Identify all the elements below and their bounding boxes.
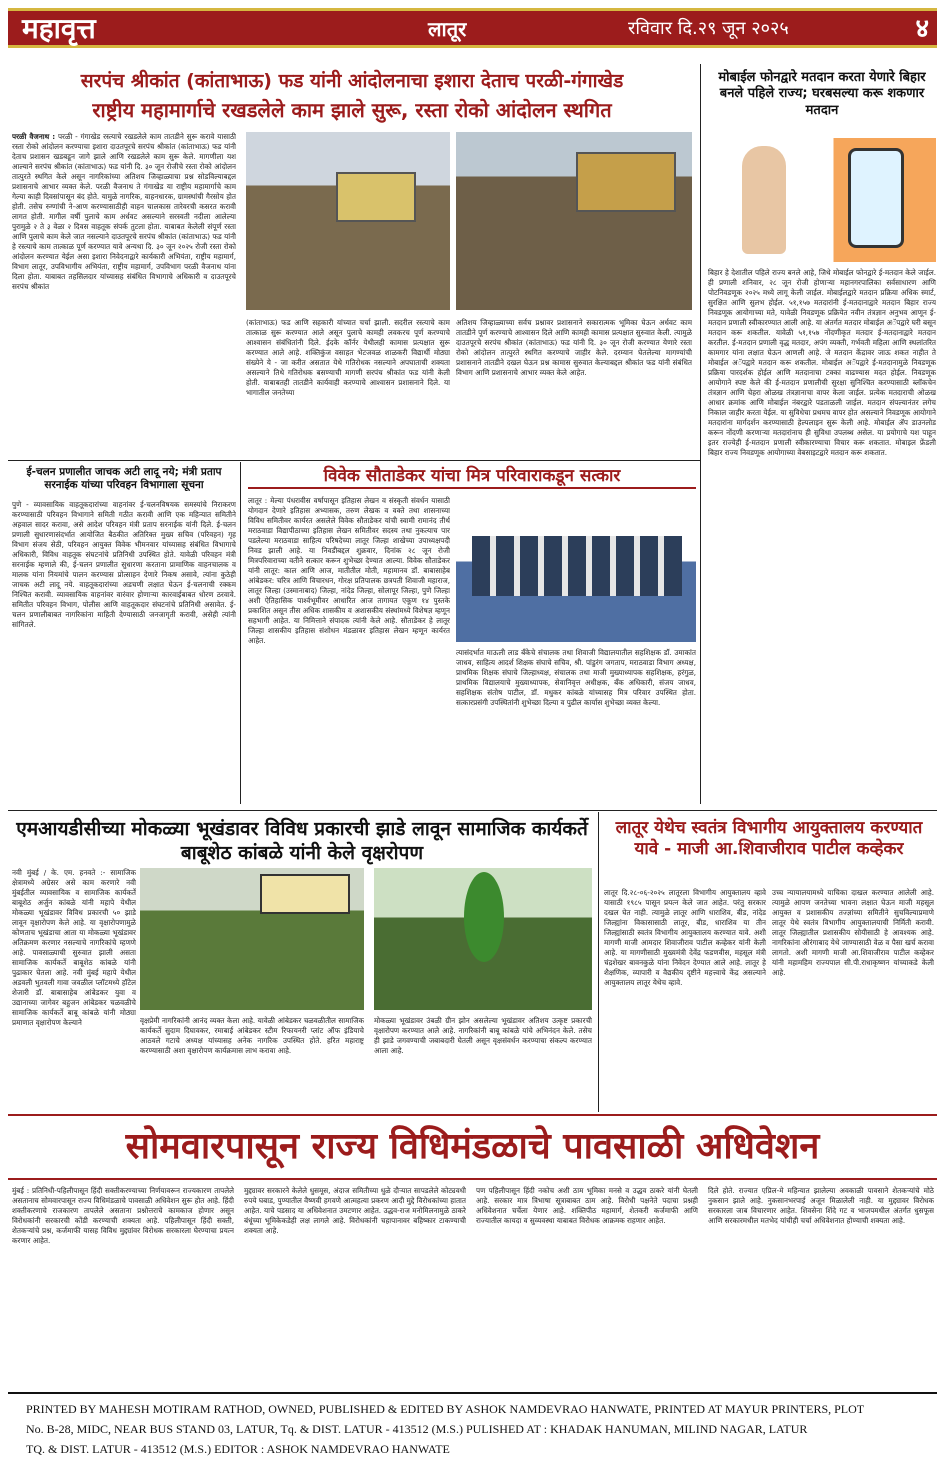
- story4-col2: त्यासंदर्भात माऊली लाड बँकेचे संचालक तथा शिवाजी विद्यालयातील सहशिक्षक डॉ. उमाकांत जाधव, साहित्य आदर्श शिक्षक संघाचे सचिव, श्री. पांडुरंग जगताप, मराठवाडा विभाग अध्यक्ष, प्राथमिक शिक्षक संघाचे जिल्हाध्यक्ष, संचालक तथा माजी मुख्याध्यापक सहशिक्षक, हरंगुळ, प्राथमिक विद्यालयाचे मुख्याध्यापक, सेवानिवृत्त अधीक्षक, बँक अधिकारी, संजय जाधव, सहशिक्षक संतोष पाटील, डॉ. मधुकर कांबळे यांच्यासह मित्र परिवार उपस्थित होता. सत्कारप्रसंगी उपस्थितांनी शुभेच्छा दिल्या व पुढील कार्यास शुभेच्छा व्यक्त केल्या.: [456, 648, 696, 707]
- imprint-line-1: PRINTED BY MAHESH MOTIRAM RATHOD, OWNED, PUBLISHED & EDITED BY ASHOK NAMDEVRAO HANWATE, PRINTED AT MAYUR PRINTERS, PLOT: [26, 1402, 865, 1416]
- story6-col2: उच्च न्यायालयामध्ये याचिका दाखल करण्यात आलेली आहे. त्यामुळे आपण जनतेच्या भावना लक्षात घेऊन माजी महसूल आयुक्त व प्रशासकीय तज्ज्ञांच्या समितीने सुचविल्याप्रमाणे लातूर येथे स्वतंत्र विभागीय आयुक्तालयाची निर्मिती करावी. लातूर जिल्ह्यातील प्रशासकीय सोयीसाठी हे आवश्यक आहे. नागरिकांना औरंगाबाद येथे जाण्यासाठी वेळ व पैसा खर्च करावा लागतो. अशी मागणी माजी आ.शिवाजीराव पाटील कव्हेकर यांनी महामहिम राज्यपाल सी.पी.राधाकृष्णन यांच्याकडे केली आहे.: [772, 888, 934, 977]
- page-number: ४: [915, 14, 929, 44]
- story1-col1-text: परळी - गंगाखेड रस्त्याचे रखडलेले काम तातडीने सुरू करावे यासाठी रस्ता रोको आंदोलन करण्याचा इशारा दाउतपूरचे सरपंच श्रीकांत (कांताभाऊ) फड यांनी देताच प्रशासन खडबडून जागे झाले आणि रखडलेले काम सुरू केले. मागणीला यश आल्याने सरपंच श्रीकांत (कांताभाऊ) फड यांनी दि. ३० जून रोजीचे रस्ता रोको आंदोलन तात्पुरते स्थगित केले असून नागरिकांच्या अतिशय जिव्हाळ्याचा प्रश्न सोडविल्याबद्दल प्रशासनाचे आभार व्यक्त केले. परळी वैजनाथ ते गंगाखेड या राष्ट्रीय महामार्गाचे काम गेल्या काही दिवसांपासून बंद होते. यामुळे नागरिक, वाहनधारक, ग्रामस्थांची गैरसोय होत होती. तसेच रुग्णांची ने-आण करण्यासाठीही वाहन चालकास तारेवरची कसरत करावी लागत होती. मागील वर्षी पुलाचे काम अर्धवट असल्याने सरस्वती नदीला आलेल्या पुरामुळे २ ते ३ वेळा २ दिवस वाहतूक संपर्क तुटला होता. याबाबत केलेली संपूर्ण रस्ता आणि पुलाचे काम केले जात नसल्याने दाउतपूरचे सरपंच श्रीकांत (कांताभाऊ) फड यांनी हे रस्त्याचे काम तात्काळ पूर्ण करण्यात यावे अन्यथा दि. ३० जून २०२५ रोजी रस्ता रोको आंदोलन करण्यात येईल असा इशारा निवेदनाद्वारे कार्यकारी अभियंता, राष्ट्रीय महामार्ग, विभाग लातूर, उपविभागीय अभियंता, राष्ट्रीय महामार्ग, उपविभाग परळी वैजनाथ यांना दिला होता. याबाबत तहसिलदार यांच्यासह संबंधित विभागाचे अधिकारी व दाउतपूरचे सरपंच श्रीकांत: [12, 132, 236, 291]
- story1-col1: [12, 132, 236, 452]
- story4-col1: लातूर : मेल्या पंधरावीस वर्षापासून इतिहास लेखन व संस्कृती संवर्धन यासाठी योगदान देणारे इतिहास अभ्यासक, तरुण लेखक व वक्ते तथा शासनाच्या विविध समितीवर कार्यरत असलेले विवेक सौताडेकर यांची स्वामी रामानंद तीर्थ मराठवाडा विद्यापीठाच्या इतिहास लेखन समितीवर सदस्य तथा नुकत्याच पार पडलेल्या मराठवाडा साहित्य परिषदेच्या लातूर जिल्हा शाखेच्या उपाध्यक्षपदी निवड झाली आहे. या निवडीबद्दल शुक्रवार, दिनांक २८ जून रोजी मित्रपरिवाराच्या वतीने सत्कार करून शुभेच्छा देण्यात आल्या. विवेक सौताडेकर यांनी लातूर: काल आणि आज, मातीतील मोती, महामानव डॉ. बाबासाहेब आंबेडकर: चरित्र आणि विचारधन, गोरक्ष प्रतिपालक छत्रपती शिवाजी महाराज, लातूर जिल्हा (उस्मानाबाद) जिल्हा, नांदेड जिल्हा, सोलापूर जिल्हा, पुणे जिल्हा अशी ऐतिहासिक पार्श्वभूमीवर आधारित आज तागायत एकूण १४ पुस्तके प्रकाशित असून तीस अधिक शासकीय व अशासकीय संस्थांमध्ये विशेषज्ञ म्हणून सहभागी आहेत. या निमित्ताने संपादक त्यांनी केले आहे. सौताडेकर हे लातूर जिल्हा शासकीय इतिहास संशोधन मंडळावर इतिहास लेखन म्हणून कार्यरत आहेत.: [248, 496, 450, 645]
- story1-photo-road: [246, 132, 450, 310]
- story3-headline: ई-चलन प्रणालीत जाचक अटी लादू नये; मंत्री प्रताप सरनाईक यांच्या परिवहन विभागाला सूचना: [26, 466, 222, 492]
- voting-finger-icon: [742, 146, 786, 254]
- imprint-line-2: No. B-28, MIDC, NEAR BUS STAND 03, LATUR, Tq. & DIST. LATUR - 413512 (M.S.) PULISHED AT : KHADAK HANUMAN, MILIND NAGAR, LATUR: [26, 1422, 808, 1436]
- story1-photo-stones: [456, 132, 692, 310]
- story5-headline: एमआयडीसीच्या मोकळ्या भूखंडावर विविध प्रकारची झाडे लावून सामाजिक कार्यकर्ते बाबूशेठ कांबळे यांनी केले वृक्षरोपण: [16, 818, 588, 864]
- masthead: [8, 8, 937, 48]
- dumper-truck-icon: [336, 172, 416, 222]
- story6-col1: लातूर दि.२८-०६-२०२५ लातूरला विभागीय आयुक्तालय व्हावे यासाठी १९८५ पासून प्रयत्न केले जात आहेत. परंतु सरकार दखल घेत नाही. त्यामुळे लातूर आणि धाराशिव, बीड, नांदेड जिल्ह्यांना विकासासाठी लातूर, बीड, धाराशिव या तीन जिल्ह्यांसाठी स्वतंत्र विभागीय आयुक्तालय करण्यात यावे. अशी मागणी माजी आमदार शिवाजीराव पाटील कव्हेकर यांनी केली आहे. या मागणीसाठी मुख्यमंत्री देवेंद्र फडणवीस, महसूल मंत्री चंद्रशेखर बावनकुळे यांना निवेदन देण्यात आले आहे. लातूर हे शैक्षणिक, व्यापारी व वैद्यकीय दृष्टीने महत्त्वाचे केंद्र असल्याने आयुक्तालय लातूर येथेच व्हावे.: [604, 888, 766, 987]
- story5-col3: मोकळ्या भूखंडावर उंबळी ग्रीन झोन असलेल्या भूखंडावर अतिशय उत्कृष्ट प्रकारची वृक्षारोपण करण्यात आले आहे. नागरिकांनी बाबू कांबळे यांचे अभिनंदन केले. तसेच ही झाडे जगवण्याची जबाबदारी घेतली असून वृक्षसंवर्धन करण्याचा संकल्प करण्यात आला आहे.: [374, 1016, 592, 1055]
- story4-photo-felicitation: [456, 496, 696, 642]
- edition-date: रविवार दि.२९ जून २०२५: [628, 18, 789, 39]
- story2-body: बिहार हे देशातील पहिले राज्य बनले आहे, जिथे मोबाईल फोनद्वारे ई-मतदान केले जाईल. ही प्रणाली शनिवार, २८ जून रोजी होणाऱ्या महानगरपालिका सर्वसाधारण आणि पोटनिवडणूक २०२५ मध्ये लागू केली जाईल. मोबाईलद्वारे मतदान प्रक्रिया अधिक स्मार्ट, सुरक्षित आणि सुलभ होईल. ५१,१५७ मतदारांनी ई-मतदानाद्वारे मतदान बिहार राज्य निवडणूक आयोगाच्या मते, यावेळी निवडणूक प्रक्रियेत नवीन तंत्रज्ञान अनुभव आणून ई-मतदान प्रणाली स्वीकारण्यात आली आहे. या अंतर्गत मतदार मोबाईल अॅपद्वारे घरी बसून मतदान करू शकतील. यावेळी ५१,१५७ नोंदणीकृत मतदार ई-मतदानाद्वारे मतदान करतील. ई-मतदान प्रणाली वृद्ध मतदार, अपंग व्यक्ती, गर्भवती महिला आणि स्थलांतरित कामगार यांना लक्षात घेऊन आणली आहे. जे मतदान केंद्रावर जाऊ शकत नाहीत ते मोबाईल अॅपद्वारे मतदान करू शकतील. मोबाईल अॅपद्वारे ई-मतदानामुळे निवडणूक प्रक्रिया पारदर्शक होईल आणि मतदानाचा टक्का वाढण्यास मदत होईल. निवडणूक आयोगाने स्पष्ट केले की ई-मतदान प्रणालीची सुरक्षा सुनिश्चित करण्यासाठी ब्लॉकचेन तंत्रज्ञान आणि चेहरा ओळख तंत्रज्ञानाचा वापर केला जाईल. प्रत्येक मतदाराची ओळख आधार क्रमांक आणि मोबाईल नंबरद्वारे पडताळली जाईल. मतदान संपल्यानंतर लगेच निकाल जाहीर करता येईल. या सुविधेचा प्रथमच वापर होत असल्याने निवडणूक आयोगाने मतदारांना मार्गदर्शन करण्यासाठी हेल्पलाइन सुरू केली आहे. मोबाईल ॲप डाउनलोड करून नोंदणी करणाऱ्या मतदारांनाच ही सुविधा उपलब्ध असेल. या प्रयोगाचे यश पाहून इतर राज्येही ई-मतदान प्रणाली स्वीकारण्याचा विचार करू शकतात. मोबाइल फ्रेंडली बिहार राज्य निवडणूक आयोगाच्या वेबसाइटद्वारे मतदान करू शकतात.: [708, 268, 936, 457]
- group-people-icon: [472, 536, 682, 596]
- story5-col2: वृक्षप्रेमी नागरिकांनी आनंद व्यक्त केला आहे. यावेळी आंबेडकर चळवळीतील सामाजिक कार्यकर्ते सुदाम दिघावकर, रमाबाई आंबेडकर स्टीम रिफायनरी प्लांट ऑफ इंडियाचे आठवले गटाचे अध्यक्ष यांच्यासह अनेक नागरिक उपस्थित होते. हरित महाराष्ट्र करण्यासाठी अशा वृक्षारोपण कार्यक्रमास लाभ करावा आहे.: [140, 1016, 364, 1055]
- story5-photo-plantation-1: [140, 868, 364, 1010]
- story7-headline: सोमवारपासून राज्य विधिमंडळाचे पावसाळी अधिवेशन: [125, 1126, 820, 1167]
- newspaper-title: महावृत्त: [22, 12, 96, 45]
- column-divider: [700, 64, 701, 804]
- story1-headline-2: राष्ट्रीय महामार्गाचे रखडलेले काम झाले सुरू, रस्ता रोको आंदोलन स्थगित: [92, 98, 612, 122]
- story6-headline: लातूर येथेच स्वतंत्र विभागीय आयुक्तालय करण्यात यावे - माजी आ.शिवाजीराव पाटील कव्हेकर: [615, 818, 923, 860]
- story7-col4: दिले होते. राज्यात एप्रिल-मे महिन्यात झालेल्या अवकाळी पावसाने शेतकऱ्यांचे मोठे नुकसान झाले आहे. नुकसानभरपाई अजून मिळालेली नाही. या मुद्द्यावर विरोधक सरकारला जाब विचारणार आहेत. शिवसेना शिंदे गट व भाजपमधील अंतर्गत धुसफूस आणि सरकारमधील मतभेद यांचीही चर्चा अधिवेशनात होण्याची शक्यता आहे.: [708, 1186, 934, 1225]
- column-divider: [240, 462, 241, 804]
- imprint-line-3: TQ. & DIST. LATUR - 413512 (M.S.) EDITOR : ASHOK NAMDEVRAO HANWATE: [26, 1442, 450, 1456]
- story1-col3: अतिशय जिव्हाळ्याच्या सर्वच प्रश्नावर प्रशासनाने सकारात्मक भूमिका घेऊन अर्धवट काम तातडीने पूर्ण करण्याचे आश्वासन दिले आणि कामही कामास प्रत्यक्षात सुरुवात केली. त्यामुळे दाउतपूरचे सरपंच श्रीकांत (कांताभाऊ) फड यांनी दि. ३० जून रोजी करण्यात येणारे रस्ता रोको आंदोलन तात्पुरते स्थगित करण्याचे जाहीर केले. दरम्यान घेतलेल्या मागण्यांची प्रशासनाने तातडीने दखल घेऊन प्रश्न कामास सुरुवात केल्याबद्दल श्रीकांत फड यांनी संबंधित विभाग आणि प्रशासनाचे आभार व्यक्त केले आहेत.: [456, 318, 692, 377]
- sapling-icon: [464, 872, 504, 962]
- story2-headline: मोबाईल फोनद्वारे मतदान करता येणारे बिहार बनले पहिले राज्य; घरबसल्या करू शकणार मतदान: [718, 70, 926, 118]
- edition-city: लातूर: [428, 17, 467, 41]
- story2-photo-evoting: [708, 138, 936, 262]
- truck-icon: [576, 152, 676, 212]
- story7-col2: मुद्द्यावर सरकारने केलेले धुसमूस, अंदाज समितीच्या धुळे दौऱ्यात सापडलेले कोट्यवधी रुपये घबाड, पुण्यातील वैष्णवी हगवणे आत्महत्या प्रकरण आदी मुद्दे विरोधकांच्या हातात आहेत. याचे पडसाद या अधिवेशनात उमटणार आहेत. उद्धव-राज मनोमिलनामुळे ठाकरे बंधूंच्या भूमिकेकडेही लक्ष लागले आहे. विरोधकांनी चहापानावर बहिष्कार टाकण्याची शक्यता आहे.: [244, 1186, 466, 1235]
- story1-dateline: परळी वैजनाथ :: [12, 132, 56, 141]
- imprint-footer: [8, 1392, 937, 1478]
- story7-col3: पण पहिलीपासून हिंदी नकोच अशी ठाम भूमिका मनसे व उद्धव ठाकरे यांनी घेतली आहे. सरकार मात्र त्रिभाषा सूत्राबाबत ठाम आहे. विरोधी पक्षनेते पदाचा प्रश्नही अधिवेशनात चर्चेला येणार आहे. शक्तिपीठ महामार्ग, शेतकरी कर्जमाफी आणि राज्यातील कायदा व सुव्यवस्था याबाबत विरोधक आक्रमक राहणार आहेत.: [476, 1186, 698, 1225]
- story3-body: पुणे - व्यावसायिक वाहतूकदारांच्या वाहनांवर ई-चलनविषयक समस्यांचे निराकरण करण्यासाठी परिवहन विभागाने समिती गठीत करावी आणि एक महिन्यात समितीने अहवाल सादर करावा, असे आदेश परिवहन मंत्री प्रताप सरनाईक यांनी दिले. ई-चलन प्रणाली सुधारणासंदर्भात आयोजित बैठकीत अतिरिक्त मुख्य सचिव (परिवहन) गृह विभाग संजय सेठी, परिवहन आयुक्त विवेक भीमनवार यांच्यासह संबंधित विभागाचे अधिकारी, विविध वाहतूक संघटनांचे प्रतिनिधी उपस्थित होते. यावेळी परिवहन मंत्री सरनाईक म्हणाले की, ई-चलन प्रणालीत सुधारणा करताना प्रामाणिक वाहनचालक व मालक यांना नियमांचे पालन करण्यास प्रोत्साहन देणारे निकष असावे, त्यांना कुठेही जाचक अटी लादू नये. वाहतूकदारांच्या अडचणी लक्षात घेऊन ई-चलनाची रक्कम निश्चित करावी. व्यावसायिक वाहनांवर वारंवार होणाऱ्या कारवाईबाबत धोरण ठरवावे. समितीत परिवहन विभाग, पोलीस आणि वाहतूकदार संघटनांचे प्रतिनिधी असावेत. ई-चलन प्रणालीबाबत नागरिकांना माहिती देण्यासाठी जनजागृती करावी, असेही त्यांनी सांगितले.: [12, 500, 236, 629]
- mobile-phone-icon: [848, 148, 904, 248]
- column-divider: [598, 812, 599, 1112]
- section-divider: [8, 810, 937, 811]
- story5-photo-plantation-2: [374, 868, 592, 1010]
- story5-col1: नवी मुंबई / के. एम. हनवते :- सामाजिक क्षेत्रामध्ये अग्रेसर असे काम करणारे नवी मुंबईतील व्यावसायिक व सामाजिक कार्यकर्ते बाबूशेठ अर्जुन कांबळे यांनी महापे येथील मोकळ्या भूखंडावर विविध प्रकारची ५० झाडे लावून वृक्षारोपण केले आहे. या वृक्षारोपणामुळे कोणताच भूखंडाचा आता या मोकळ्या भूखंडावर अतिक्रमण करणार नसल्याचे नागरिकांचे म्हणणे आहे. पावसाळ्याची सुरुवात झाली असता सामाजिक कार्यकर्ते बाबूशेठ कांबळे यांनी पुढाकार घेतला आहे. नवी मुंबई महापे येथील अडवली भुतवली गावा जवळील प्लॉटमध्ये हॉटेल शेजारी डॉ. बाबासाहेब आंबेडकर युवा व उद्यानाच्या जागेवर बहुजन आंबेडकर चळवळीचे सामाजिक कार्यकर्ते बाबू कांबळे यांनी मोठ्या प्रमाणात वृक्षारोपण केल्याने: [12, 868, 136, 1027]
- story1-col2: (कांताभाऊ) फड आणि सहकारी यांच्यात चर्चा झाली. सदरील रस्त्याचे काम तात्काळ सुरू करण्यात आले असून पुलाचे कामही लवकरच पूर्ण करण्याचे आश्वासन संबंधितांनी दिले. ईदके कॉर्नर येथीलही कामास प्रत्यक्षात सुरू करण्यात आले आहे. शक्तिकुंज वसाहत भेटजवळ शाळकरी विद्यार्थी मोठ्या संख्येने ये - जा करीत असतात येथे गतिरोधक नसल्याने अपघाताची शक्यता असल्याने तिथे गतिरोधक बसण्याची मागणी सरपंच श्रीकांत फड यांनी केली होती. याबाबतही तातडीने कार्यवाही करण्याचे आश्वासन प्रशासनाने दिले. या भागातील जनतेच्या: [246, 318, 450, 397]
- signboard-icon: [260, 874, 350, 914]
- story4-headline: विवेक सौताडेकर यांचा मित्र परिवाराकडून सत्कार: [248, 466, 696, 489]
- story1-headline-1: सरपंच श्रीकांत (कांताभाऊ) फड यांनी आंदोलनाचा इशारा देताच परळी-गंगाखेड: [80, 70, 624, 92]
- story7-banner: [8, 1114, 937, 1180]
- section-divider: [8, 460, 700, 461]
- story7-col1: मुंबई : प्रतिनिधी-पहिलीपासून हिंदी सक्तीकरण्याच्या निर्णयावरून राज्यकारण तापलेले असतानाच सोमवारपासून राज्य विधिमंडळाचे पावसाळी अधिवेशन सुरू होत आहे. हिंदी शक्तीकरणाचे राजकारण तापलेले असताना प्रश्नोत्तराचे कामकाज होणार असून विरोधकांनी सरकारची कोंडी करण्याची शक्यता आहे. पहिलीपासून हिंदी सक्ती, शेतकऱ्यांचे प्रश्न, कर्जमाफी यासह विविध मुद्द्यांवर विरोधक सरकारला घेरण्याचा प्रयत्न करणार आहेत.: [12, 1186, 234, 1245]
